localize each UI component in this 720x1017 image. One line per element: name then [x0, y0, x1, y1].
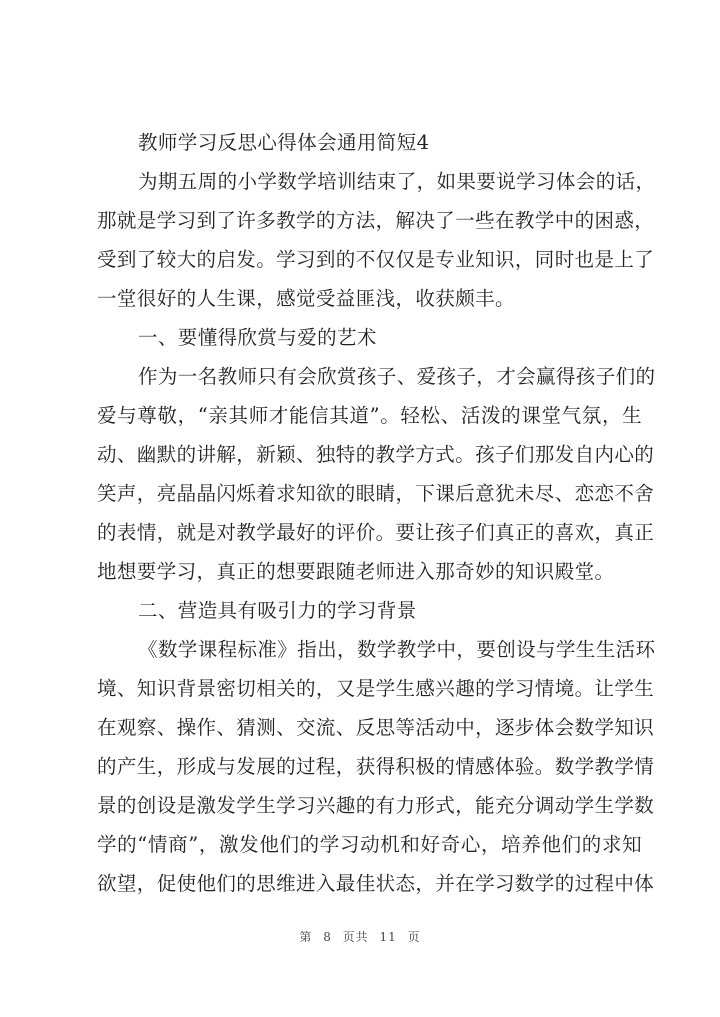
paragraph-line: 地想要学习，真正的想要跟随老师进入那奇妙的知识殿堂。 [97, 560, 615, 583]
paragraph-line: 笑声，亮晶晶闪烁着求知欲的眼睛，下课后意犹未尽、恋恋不舍 [97, 482, 655, 505]
page-footer [0, 928, 720, 945]
document-body [97, 123, 656, 903]
paragraph-line: 在观察、操作、猜测、交流、反思等活动中，逐步体会数学知识 [97, 716, 655, 739]
paragraph-line: 欲望，促使他们的思维进入最佳状态，并在学习数学的过程中体 [97, 872, 655, 895]
page-label-prefix: 第 [299, 930, 313, 944]
page-label-suffix: 页 [407, 930, 421, 944]
paragraph-line: 爱与尊敬，“亲其师才能信其道”。轻松、活泼的课堂气氛，生 [97, 404, 642, 427]
paragraph-line: 为期五周的小学数学培训结束了，如果要说学习体会的话， [138, 170, 656, 193]
page-label-mid: 页共 [342, 930, 369, 944]
paragraph-line: 学的“情商”，激发他们的学习动机和好奇心，培养他们的求知 [97, 833, 642, 856]
paragraph-line: 作为一名教师只有会欣赏孩子、爱孩子，才会赢得孩子们的 [138, 365, 656, 388]
paragraph-line: 《数学课程标准》指出，数学教学中，要创设与学生生活环 [138, 638, 656, 661]
section-heading: 二、营造具有吸引力的学习背景 [138, 599, 417, 622]
document-title: 教师学习反思心得体会通用简短4 [138, 131, 430, 154]
total-pages-number: 11 [379, 930, 397, 944]
current-page-number: 8 [323, 930, 332, 944]
paragraph-line: 那就是学习到了许多教学的方法，解决了一些在教学中的困惑， [97, 209, 655, 232]
paragraph-line: 景的创设是激发学生学习兴趣的有力形式，能充分调动学生学数 [97, 794, 655, 817]
paragraph-line: 动、幽默的讲解，新颖、独特的教学方式。孩子们那发自内心的 [97, 443, 655, 466]
paragraph-line: 受到了较大的启发。学习到的不仅仅是专业知识，同时也是上了 [97, 248, 655, 271]
section-heading: 一、要懂得欣赏与爱的艺术 [138, 326, 377, 349]
paragraph-line: 一堂很好的人生课，感觉受益匪浅，收获颇丰。 [97, 287, 515, 310]
paragraph-line: 的表情，就是对教学最好的评价。要让孩子们真正的喜欢，真正 [97, 521, 655, 544]
paragraph-line: 的产生，形成与发展的过程，获得积极的情感体验。数学教学情 [97, 755, 655, 778]
paragraph-line: 境、知识背景密切相关的，又是学生感兴趣的学习情境。让学生 [97, 677, 655, 700]
